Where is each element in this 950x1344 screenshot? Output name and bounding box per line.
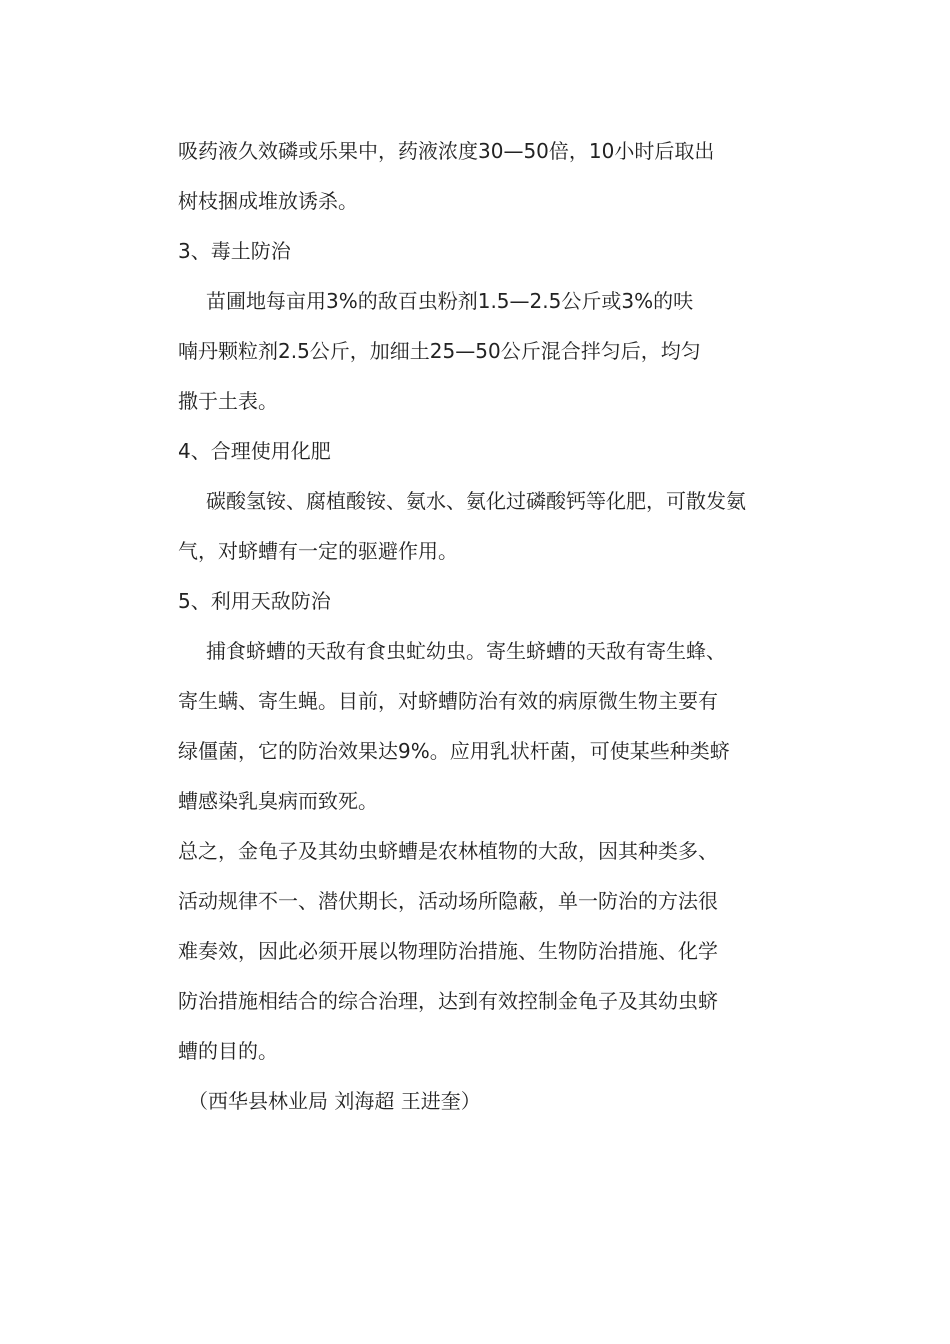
paragraph-line: 绿僵菌，它的防治效果达9%。应用乳状杆菌，可使某些种类蛴 — [178, 739, 730, 763]
conclusion-line: 难奏效，因此必须开展以物理防治措施、生物防治措施、化学 — [178, 939, 718, 963]
conclusion-line: 活动规律不一、潜伏期长，活动场所隐蔽，单一防治的方法很 — [178, 889, 718, 913]
section-heading: 5、利用天敌防治 — [178, 589, 331, 613]
paragraph-line: 气，对蛴螬有一定的驱避作用。 — [178, 539, 458, 563]
paragraph-line: 喃丹颗粒剂2.5公斤，加细土25—50公斤混合拌匀后，均匀 — [178, 339, 701, 363]
paragraph-line: 树枝捆成堆放诱杀。 — [178, 189, 358, 213]
conclusion-line: 总之，金龟子及其幼虫蛴螬是农林植物的大敌，因其种类多、 — [178, 839, 718, 863]
paragraph-line: 苗圃地每亩用3%的敌百虫粉剂1.5—2.5公斤或3%的呋 — [206, 289, 694, 313]
paragraph-line: 撒于土表。 — [178, 389, 278, 413]
document-body — [178, 126, 774, 1126]
conclusion-line: 防治措施相结合的综合治理，达到有效控制金龟子及其幼虫蛴 — [178, 989, 718, 1013]
paragraph-line: 螬感染乳臭病而致死。 — [178, 789, 378, 813]
paragraph-line: 吸药液久效磷或乐果中，药液浓度30—50倍，10小时后取出 — [178, 139, 715, 163]
paragraph-line: 捕食蛴螬的天敌有食虫虻幼虫。寄生蛴螬的天敌有寄生蜂、 — [206, 639, 726, 663]
section-heading: 3、毒土防治 — [178, 239, 291, 263]
section-heading: 4、合理使用化肥 — [178, 439, 331, 463]
paragraph-line: 寄生螨、寄生蝇。目前，对蛴螬防治有效的病原微生物主要有 — [178, 689, 718, 713]
paragraph-line: 碳酸氢铵、腐植酸铵、氨水、氨化过磷酸钙等化肥，可散发氨 — [206, 489, 746, 513]
conclusion-line: 螬的目的。 — [178, 1039, 278, 1063]
author-signature: （西华县林业局 刘海超 王进奎） — [188, 1089, 481, 1113]
